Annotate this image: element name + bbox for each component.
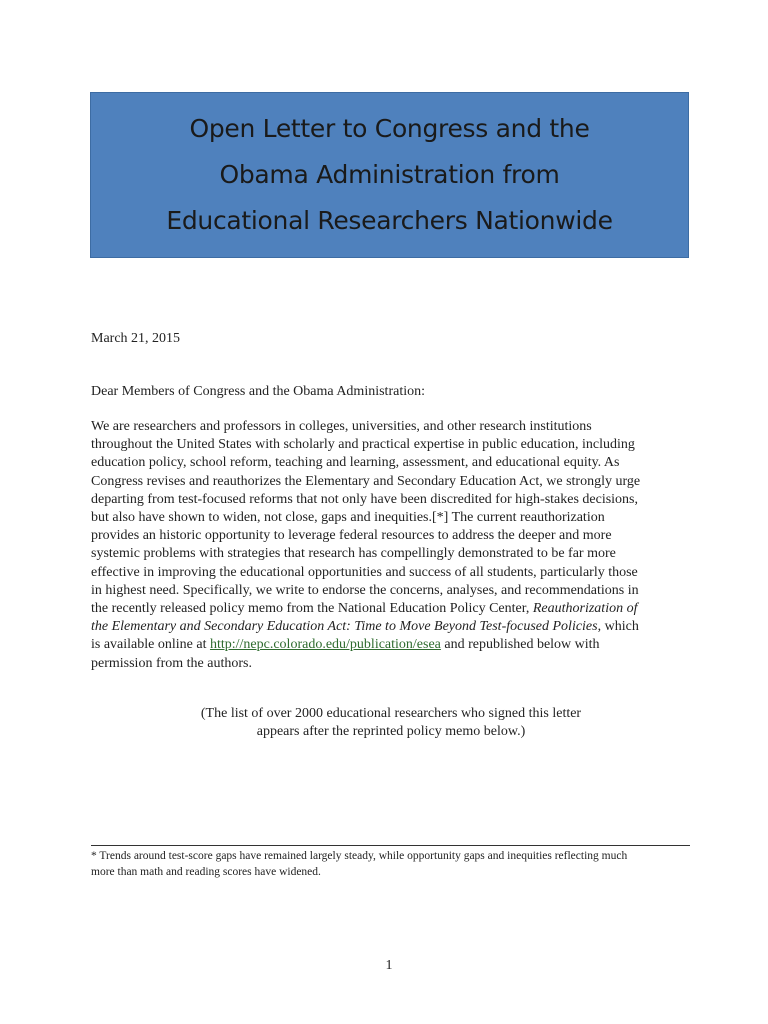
paragraph-line: effective in improving the educational opportunities and success of all students, particularly those xyxy=(91,564,638,580)
paragraph-text: is available online at xyxy=(91,637,210,653)
title-line-2: Obama Administration from xyxy=(219,160,560,189)
footnote-line-1: * Trends around test-score gaps have remained largely steady, while opportunity gaps and inequities reflecting much xyxy=(91,850,628,862)
title-line-3: Educational Researchers Nationwide xyxy=(166,206,613,235)
memo-title-italic: the Elementary and Secondary Education Act: Time to Move Beyond Test-focused Policies xyxy=(91,619,598,635)
paragraph-line xyxy=(91,618,691,636)
paragraph-line: in highest need. Specifically, we write to endorse the concerns, analyses, and recommendations in xyxy=(91,582,639,598)
letter-date: March 21, 2015 xyxy=(91,331,181,346)
paragraph-text: , which xyxy=(597,619,639,635)
paragraph-line: education policy, school reform, teaching and learning, assessment, and educational equity. As xyxy=(91,455,620,471)
footnote xyxy=(91,849,691,880)
nepc-memo-link[interactable]: http://nepc.colorado.edu/publication/esea xyxy=(209,637,441,653)
title-banner xyxy=(90,92,689,258)
paragraph-line xyxy=(91,636,691,654)
paragraph-line: systemic problems with strategies that research has compellingly demonstrated to be far more xyxy=(91,546,616,562)
paragraph-line: provides an historic opportunity to leverage federal resources to address the deeper and more xyxy=(91,528,612,544)
footnote-line-2: more than math and reading scores have widened. xyxy=(91,865,321,878)
signers-note-line-1: (The list of over 2000 educational researchers who signed this letter xyxy=(200,706,582,721)
paragraph-line: but also have shown to widen, not close, gaps and inequities.[*] The current reauthorization xyxy=(91,510,605,526)
signers-note xyxy=(91,705,691,741)
paragraph-line xyxy=(91,600,691,618)
title-line-1: Open Letter to Congress and the xyxy=(189,114,590,143)
main-paragraph xyxy=(91,418,691,673)
paragraph-text: and republished below with xyxy=(440,637,600,653)
salutation: Dear Members of Congress and the Obama Administration: xyxy=(91,384,425,399)
paragraph-line: departing from test-focused reforms that not only have been discredited for high-stakes decisions, xyxy=(91,491,639,507)
page-number: 1 xyxy=(385,958,393,973)
paragraph-line: Congress revises and reauthorizes the Elementary and Secondary Education Act, we strongly urge xyxy=(91,473,641,489)
memo-title-italic: Reauthorization of xyxy=(532,601,638,617)
paragraph-line: We are researchers and professors in colleges, universities, and other research institutions xyxy=(91,419,592,434)
footnote-divider xyxy=(91,845,690,846)
signers-note-line-2: appears after the reprinted policy memo below.) xyxy=(256,724,526,740)
paragraph-text: the recently released policy memo from the National Education Policy Center, xyxy=(91,601,533,617)
paragraph-line: throughout the United States with scholarly and practical expertise in public education, including xyxy=(91,437,635,453)
paragraph-line: permission from the authors. xyxy=(91,655,252,671)
